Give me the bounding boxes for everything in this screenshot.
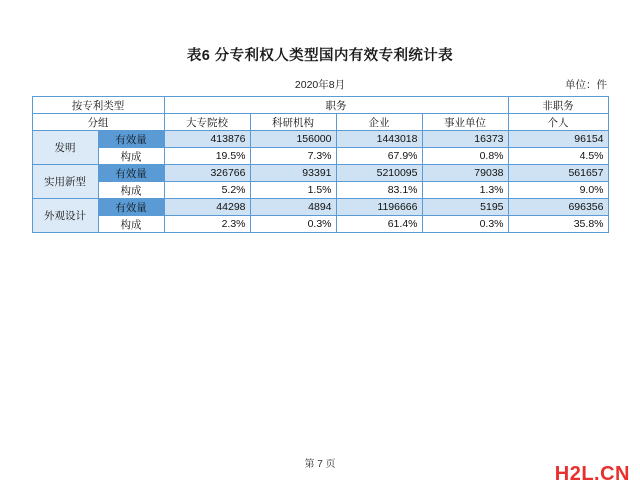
table-row [32,182,608,199]
cell-invention-count-enterprise: 1443018 [336,131,422,148]
subtitle-row [0,77,640,93]
metric-label-utility-share: 构成 [98,182,164,199]
cell-design-share-university: 2.3% [164,216,250,233]
cell-utility-share-individual: 9.0% [508,182,608,199]
column-header-individual: 个人 [508,114,608,131]
cell-design-share-enterprise: 61.4% [336,216,422,233]
cell-invention-count-research: 156000 [250,131,336,148]
table-row [32,165,608,182]
cell-design-share-research: 0.3% [250,216,336,233]
cell-utility-count-university: 326766 [164,165,250,182]
cell-utility-share-university: 5.2% [164,182,250,199]
cell-invention-share-enterprise: 67.9% [336,148,422,165]
cell-invention-count-university: 413876 [164,131,250,148]
cell-invention-share-university: 19.5% [164,148,250,165]
row-category-invention: 发明 [32,131,98,165]
page-number: 第 7 页 [304,459,336,470]
watermark: H2L.CN [554,463,630,485]
cell-design-count-institution: 5195 [422,199,508,216]
row-category-utility-model: 实用新型 [32,165,98,199]
cell-utility-share-research: 1.5% [250,182,336,199]
header-nonservice: 非职务 [508,97,608,114]
metric-label-invention-share: 构成 [98,148,164,165]
cell-utility-count-institution: 79038 [422,165,508,182]
cell-utility-count-enterprise: 5210095 [336,165,422,182]
metric-label-invention-count: 有效量 [98,131,164,148]
unit-label: 单位：件 [565,79,607,91]
table-header-row-2 [32,114,608,131]
cell-invention-count-individual: 96154 [508,131,608,148]
cell-design-share-institution: 0.3% [422,216,508,233]
table-header-row-1 [32,97,608,114]
column-header-university: 大专院校 [164,114,250,131]
page-title: 表6 分专利权人类型国内有效专利统计表 [186,48,454,64]
metric-label-design-share: 构成 [98,216,164,233]
cell-invention-share-research: 7.3% [250,148,336,165]
row-category-design: 外观设计 [32,199,98,233]
header-service: 职务 [164,97,508,114]
table-row [32,131,608,148]
column-header-public-institution: 事业单位 [422,114,508,131]
cell-utility-share-institution: 1.3% [422,182,508,199]
cell-utility-count-individual: 561657 [508,165,608,182]
metric-label-design-count: 有效量 [98,199,164,216]
cell-invention-share-institution: 0.8% [422,148,508,165]
table-row [32,199,608,216]
header-patent-type: 按专利类型 [32,97,164,114]
header-group: 分组 [32,114,164,131]
cell-design-count-individual: 696356 [508,199,608,216]
metric-label-utility-count: 有效量 [98,165,164,182]
cell-design-count-enterprise: 1196666 [336,199,422,216]
cell-design-count-research: 4894 [250,199,336,216]
column-header-enterprise: 企业 [336,114,422,131]
cell-utility-count-research: 93391 [250,165,336,182]
column-header-research-institute: 科研机构 [250,114,336,131]
cell-design-share-individual: 35.8% [508,216,608,233]
cell-invention-count-institution: 16373 [422,131,508,148]
table-row [32,148,608,165]
document-page [0,44,640,496]
report-period: 2020年8月 [294,79,346,91]
cell-invention-share-individual: 4.5% [508,148,608,165]
cell-design-count-university: 44298 [164,199,250,216]
cell-utility-share-enterprise: 83.1% [336,182,422,199]
patent-statistics-table [32,96,609,233]
table-row [32,216,608,233]
